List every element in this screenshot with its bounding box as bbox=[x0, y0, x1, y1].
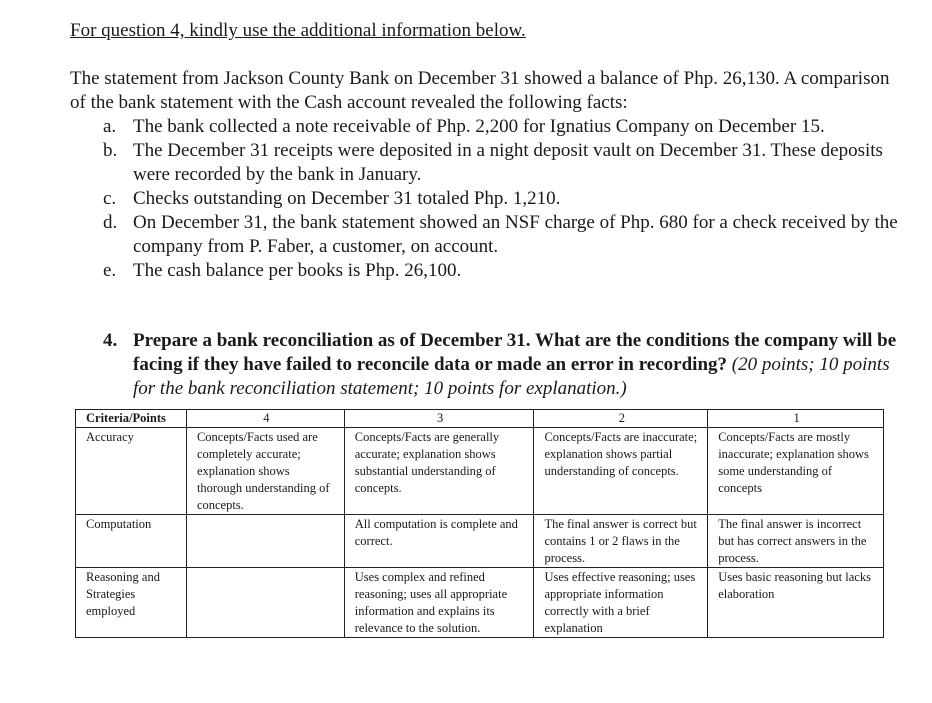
rubric-header-points-3: 3 bbox=[344, 410, 534, 428]
section-heading: For question 4, kindly use the additional information below. bbox=[70, 20, 526, 41]
fact-text: The December 31 receipts were deposited in a night deposit vault on December 31. These deposits were recorded by the bank in January. bbox=[133, 140, 883, 185]
rubric-cell: The final answer is correct but contains 1 or 2 flaws in the process. bbox=[534, 515, 708, 568]
rubric-header-points-2: 2 bbox=[534, 410, 708, 428]
rubric-criteria-cell: Reasoning and Strategies employed bbox=[76, 568, 187, 638]
intro-paragraph: The statement from Jackson County Bank on December 31 showed a balance of Php. 26,130. A comparison of the bank statement with the Cash account revealed the following facts: bbox=[70, 68, 890, 113]
rubric-row-computation bbox=[76, 515, 884, 568]
fact-text: On December 31, the bank statement showed an NSF charge of Php. 680 for a check received by the company from P. Faber, a customer, on account. bbox=[133, 212, 898, 257]
rubric-header-points-1: 1 bbox=[708, 410, 884, 428]
rubric-cell: Concepts/Facts used are completely accurate; explanation shows thorough understanding of concepts. bbox=[186, 428, 344, 515]
rubric-row-accuracy bbox=[76, 428, 884, 515]
fact-item-d bbox=[70, 211, 910, 259]
rubric-cell: Concepts/Facts are inaccurate; explanation shows partial understanding of concepts. bbox=[534, 428, 708, 515]
fact-text: The cash balance per books is Php. 26,100. bbox=[133, 260, 462, 281]
fact-letter: b. bbox=[103, 140, 118, 161]
fact-letter: e. bbox=[103, 260, 117, 281]
rubric-cell: Uses basic reasoning but lacks elaboration bbox=[708, 568, 884, 638]
question-4 bbox=[70, 329, 905, 401]
rubric-criteria-cell: Accuracy bbox=[76, 428, 187, 515]
rubric-cell: All computation is complete and correct. bbox=[344, 515, 534, 568]
rubric-cell: Uses effective reasoning; uses appropriate information correctly with a brief explanation bbox=[534, 568, 708, 638]
rubric-cell: Concepts/Facts are generally accurate; explanation shows substantial understanding of concepts. bbox=[344, 428, 534, 515]
question-points-note: (20 points; 10 points for the bank reconciliation statement; 10 points for explanation.) bbox=[133, 354, 890, 399]
rubric-criteria-cell: Computation bbox=[76, 515, 187, 568]
rubric-header-criteria: Criteria/Points bbox=[76, 410, 187, 428]
fact-letter: d. bbox=[103, 212, 118, 233]
rubric-header-points-4: 4 bbox=[186, 410, 344, 428]
rubric-cell: The final answer is incorrect but has correct answers in the process. bbox=[708, 515, 884, 568]
rubric-cell bbox=[186, 515, 344, 568]
fact-text: The bank collected a note receivable of Php. 2,200 for Ignatius Company on December 15. bbox=[133, 116, 825, 137]
rubric-cell bbox=[186, 568, 344, 638]
fact-letter: a. bbox=[103, 116, 117, 137]
fact-letter: c. bbox=[103, 188, 117, 209]
question-number: 4. bbox=[103, 330, 118, 351]
facts-list bbox=[70, 115, 910, 283]
question-prompt: Prepare a bank reconciliation as of December 31. What are the conditions the company will be facing if they have failed to reconcile data or made an error in recording? bbox=[133, 330, 897, 375]
rubric-table bbox=[75, 409, 884, 638]
rubric-row-reasoning bbox=[76, 568, 884, 638]
fact-item-b bbox=[70, 139, 910, 187]
question-body bbox=[70, 329, 905, 401]
rubric-header-row bbox=[76, 410, 884, 428]
rubric-cell: Concepts/Facts are mostly inaccurate; explanation shows some understanding of concepts bbox=[708, 428, 884, 515]
fact-item-c bbox=[70, 187, 910, 211]
fact-item-e bbox=[70, 259, 910, 283]
fact-text: Checks outstanding on December 31 totaled Php. 1,210. bbox=[133, 188, 561, 209]
rubric-cell: Uses complex and refined reasoning; uses all appropriate information and explains its relevance to the solution. bbox=[344, 568, 534, 638]
fact-item-a bbox=[70, 115, 910, 139]
